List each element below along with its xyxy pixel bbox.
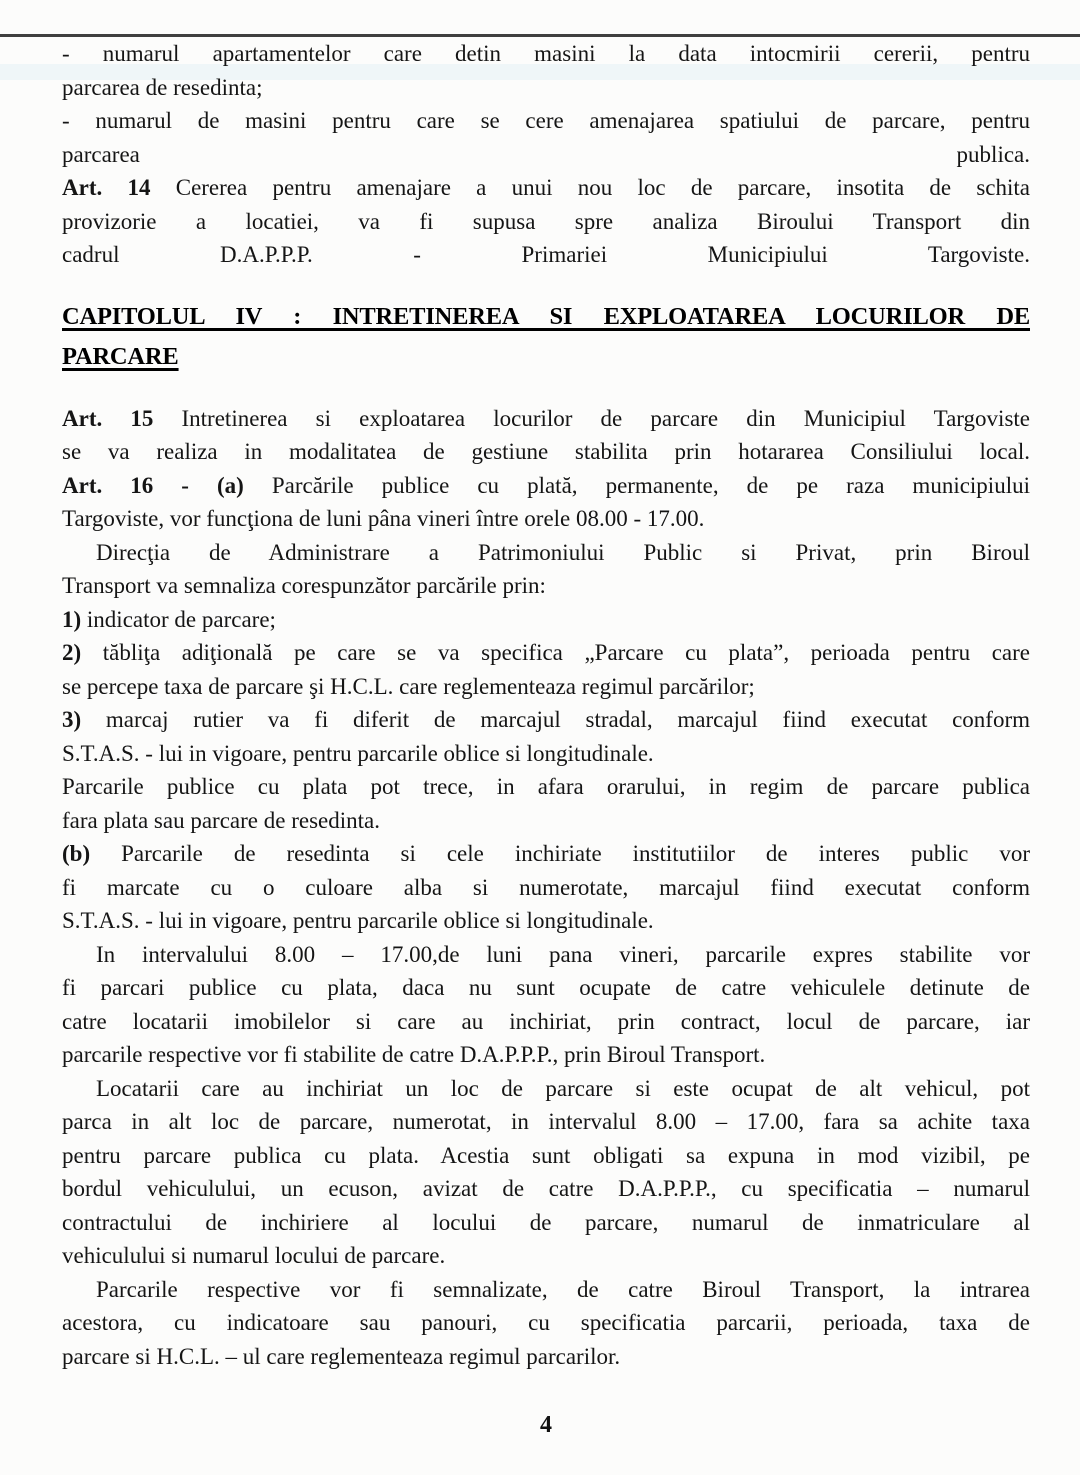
text-line — [62, 603, 1030, 637]
text-segment: parcarea de resedinta; — [62, 74, 263, 100]
text-segment: vehiculului si numarul locului de parcare. — [62, 1243, 446, 1268]
text-line — [62, 770, 1030, 804]
bold-text-segment: CAPITOLUL IV : INTRETINEREA SI EXPLOATAREA LOCURILOR DE — [62, 302, 1030, 330]
text-segment: Cererea pentru amenajare a unui nou loc de parcare, insotita de schita — [150, 175, 1031, 200]
text-segment: Parcările publice cu plată, permanente, de pe raza municipiului — [243, 472, 1030, 498]
text-line — [62, 569, 1030, 603]
text-line — [62, 536, 1030, 570]
text-segment: Targoviste, vor funcţiona de luni pâna vineri între orele 08.00 - 17.00. — [62, 506, 705, 531]
document-lines — [62, 37, 1030, 1373]
text-line — [62, 205, 1030, 239]
text-line — [62, 1239, 1030, 1273]
text-segment: Transport va semnaliza corespunzător parcările prin: — [62, 573, 546, 598]
text-line — [62, 1340, 1030, 1374]
text-line — [62, 138, 1030, 172]
text-segment: S.T.A.S. - lui in vigoare, pentru parcarile oblice si longitudinale. — [62, 908, 654, 933]
text-line — [62, 804, 1030, 838]
text-line — [62, 238, 1030, 272]
text-segment: parca in alt loc de parcare, numerotat, in intervalul 8.00 – 17.00, fara sa achite taxa — [62, 1109, 1030, 1134]
text-line — [62, 469, 1030, 503]
text-line — [62, 871, 1030, 905]
chapter-heading-line — [62, 337, 1030, 377]
text-segment: In intervalului 8.00 – 17.00,de luni pana vineri, parcarile expres stabilite vor — [96, 941, 1030, 967]
text-line — [62, 402, 1030, 436]
text-segment: Direcţia de Administrare a Patrimoniului Public si Privat, prin Biroul — [96, 539, 1030, 565]
text-segment: indicator de parcare; — [81, 606, 276, 632]
page-number: 4 — [540, 1412, 552, 1438]
text-line — [62, 1306, 1030, 1340]
bold-text-segment: (b) — [62, 841, 91, 866]
text-segment: S.T.A.S. - lui in vigoare, pentru parcarile oblice si longitudinale. — [62, 740, 654, 766]
text-segment: parcarile respective vor fi stabilite de catre D.A.P.P.P., prin Biroul Transport. — [62, 1042, 766, 1067]
text-segment: se percepe taxa de parcare şi H.C.L. care reglementeaza regimul parcărilor; — [62, 673, 755, 699]
text-segment: fara plata sau parcare de resedinta. — [62, 807, 380, 833]
bold-text-segment: 3) — [62, 707, 82, 732]
text-segment: parcarea publica. — [62, 141, 1030, 167]
text-line — [62, 37, 1030, 71]
text-segment: Parcarile respective vor fi semnalizate, de catre Biroul Transport, la intrarea — [96, 1276, 1030, 1302]
text-line — [62, 737, 1030, 771]
text-segment: Locatarii care au inchiriat un loc de parcare si este ocupat de alt vehicul, pot — [96, 1075, 1030, 1101]
text-segment: fi marcate cu o culoare alba si numerotate, marcajul fiind executat conform — [62, 874, 1030, 900]
text-segment: Intretinerea si exploatarea locurilor de parcare din Municipiul Targoviste — [153, 405, 1030, 431]
text-segment: se va realiza in modalitatea de gestiune stabilita prin hotararea Consiliului local. — [62, 439, 1030, 464]
text-line — [62, 1273, 1030, 1307]
bold-text-segment: PARCARE — [62, 342, 179, 370]
text-line — [62, 71, 1030, 105]
text-segment: parcare si H.C.L. – ul care reglementeaza regimul parcarilor. — [62, 1343, 621, 1369]
text-segment: Parcarile de resedinta si cele inchiriate institutiilor de interes public vor — [90, 841, 1030, 866]
text-segment: Parcarile publice cu plata pot trece, in afara orarului, in regim de parcare publica — [62, 774, 1030, 799]
text-segment: - numarul de masini pentru care se cere amenajarea spatiului de parcare, pentru — [62, 108, 1030, 133]
text-line — [62, 1206, 1030, 1240]
text-segment: catre locatarii imobilelor si care au inchiriat, prin contract, locul de parcare, iar — [62, 1008, 1030, 1034]
text-segment: tăbliţa adiţională pe care se va specifica „Parcare cu plata”, perioada pentru care — [81, 640, 1030, 665]
text-line — [62, 171, 1030, 205]
bold-text-segment: Art. 15 — [62, 405, 154, 431]
text-segment: cadrul D.A.P.P.P. - Primariei Municipiului Targoviste. — [62, 242, 1030, 267]
text-line — [62, 703, 1030, 737]
text-line — [62, 1072, 1030, 1106]
text-line — [62, 1038, 1030, 1072]
text-line — [62, 1005, 1030, 1039]
text-line — [62, 1105, 1030, 1139]
text-line — [62, 904, 1030, 938]
text-segment: acestora, cu indicatoare sau panouri, cu specificatia parcarii, perioada, taxa de — [62, 1310, 1030, 1335]
text-line — [62, 1139, 1030, 1173]
text-line — [62, 938, 1030, 972]
text-line — [62, 502, 1030, 536]
text-line — [62, 971, 1030, 1005]
bold-text-segment: 1) — [62, 606, 82, 632]
text-line — [62, 435, 1030, 469]
text-line — [62, 1172, 1030, 1206]
text-line — [62, 636, 1030, 670]
text-segment: provizorie a locatiei, va fi supusa spre analiza Biroului Transport din — [62, 208, 1030, 234]
text-segment: - numarul apartamentelor care detin masini la data intocmirii cererii, pentru — [62, 41, 1030, 66]
text-segment: fi parcari publice cu plata, daca nu sunt ocupate de catre vehiculele detinute de — [62, 975, 1030, 1000]
bold-text-segment: Art. 16 - (a) — [62, 472, 244, 498]
chapter-heading-line — [62, 297, 1030, 337]
text-line — [62, 837, 1030, 871]
text-line — [62, 670, 1030, 704]
bold-text-segment: 2) — [62, 640, 82, 665]
text-segment: contractului de inchiriere al locului de parcare, numarul de inmatriculare al — [62, 1209, 1030, 1235]
text-segment: marcaj rutier va fi diferit de marcajul stradal, marcajul fiind executat conform — [81, 707, 1030, 732]
text-segment: bordul vehiculului, un ecuson, avizat de catre D.A.P.P.P., cu specificatia – numarul — [62, 1176, 1030, 1201]
text-segment: pentru parcare publica cu plata. Acestia sunt obligati sa expuna in mod vizibil, pe — [62, 1142, 1030, 1168]
text-line — [62, 104, 1030, 138]
bold-text-segment: Art. 14 — [62, 175, 151, 200]
